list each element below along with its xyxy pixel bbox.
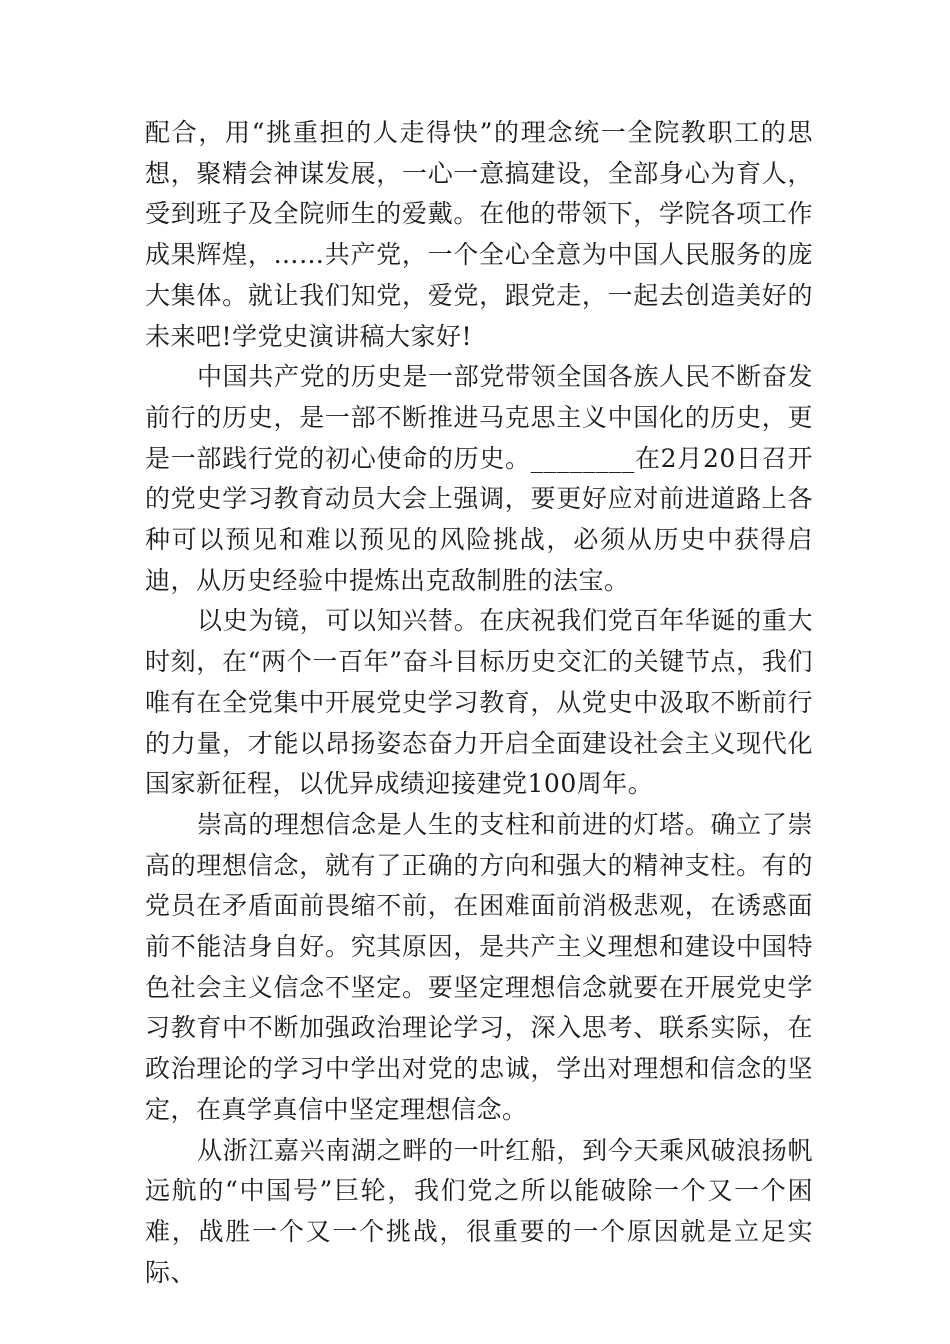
paragraph-5: 从浙江嘉兴南湖之畔的一叶红船，到今天乘风破浪扬帆远航的“中国号”巨轮，我们党之所以能破除一个又一个困难，战胜一个又一个挑战，很重要的一个原因就是立足实际、 [145,1135,813,1287]
paragraph-2: 中国共产党的历史是一部党带领全国各族人民不断奋发前行的历史，是一部不断推进马克思主义中国化的历史，更是一部践行党的初心使命的历史。________在2月20日召开的党史学习教育动员大会上强调，要更好应对前进道路上各种可以预见和难以预见的风险挑战，必须从历史中获得启迪，从历史经验中提炼出克敌制胜的法宝。 [145,362,813,595]
document-body [145,113,813,1293]
paragraph-1: 配合，用“挑重担的人走得快”的理念统一全院教职工的思想，聚精会神谋发展，一心一意搞建设，全部身心为育人，受到班子及全院师生的爱戴。在他的带领下，学院各项工作成果辉煌，……共产党，一个全心全意为中国人民服务的庞大集体。就让我们知党，爱党，跟党走，一起去创造美好的未来吧!学党史演讲稿大家好! [145,118,813,351]
paragraph-3: 以史为镜，可以知兴替。在庆祝我们党百年华诞的重大时刻，在“两个一百年”奋斗目标历史交汇的关键节点，我们唯有在全党集中开展党史学习教育，从党史中汲取不断前行的力量，才能以昂扬姿态奋力开启全面建设社会主义现代化国家新征程，以优异成绩迎接建党100周年。 [145,606,813,799]
paragraph-4: 崇高的理想信念是人生的支柱和前进的灯塔。确立了崇高的理想信念，就有了正确的方向和强大的精神支柱。有的党员在矛盾面前畏缩不前，在困难面前消极悲观，在诱惑面前不能洁身自好。究其原因，是共产主义理想和建设中国特色社会主义信念不坚定。要坚定理想信念就要在开展党史学习教育中不断加强政治理论学习，深入思考、联系实际，在政治理论的学习中学出对党的忠诚，学出对理想和信念的坚定，在真学真信中坚定理想信念。 [145,809,813,1124]
